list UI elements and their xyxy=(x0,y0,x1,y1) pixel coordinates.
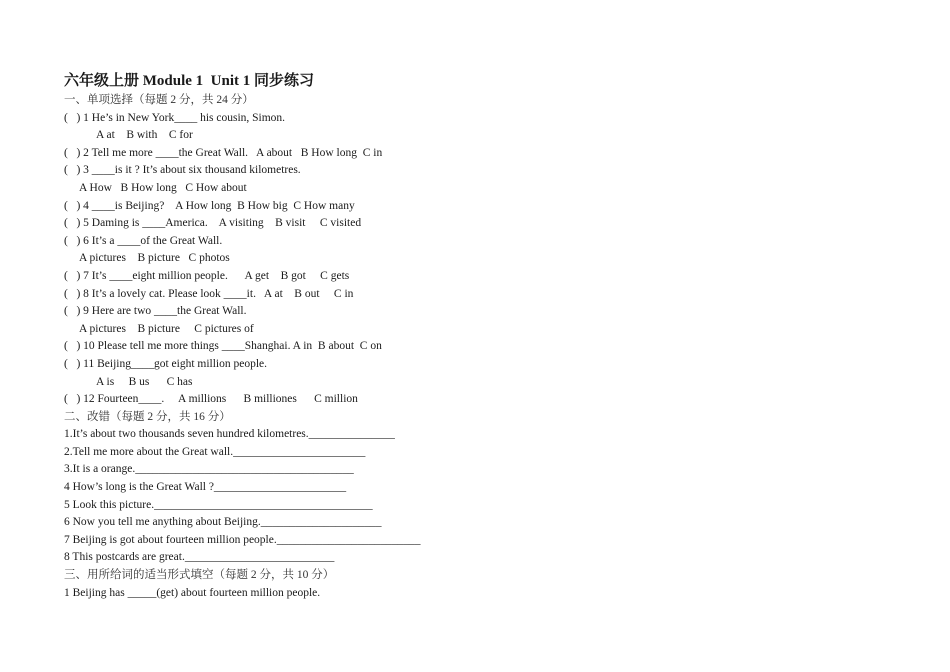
question-11-options: A is B us C has xyxy=(96,375,193,388)
question-7: ( ) 7 It’s ____eight million people. A get B got C gets xyxy=(64,269,350,282)
question-8: ( ) 8 It’s a lovely cat. Please look ____it. A at B out C in xyxy=(64,287,354,300)
question-5: ( ) 5 Daming is ____America. A visiting B visit C visited xyxy=(64,217,362,230)
correction-item: 8 This postcards are great.__________________________ xyxy=(64,551,335,564)
question-6: ( ) 6 It’s a ____of the Great Wall. xyxy=(64,234,223,247)
question-2: ( ) 2 Tell me more ____the Great Wall. A about B How long C in xyxy=(64,146,383,159)
correction-item: 2.Tell me more about the Great wall._______________________ xyxy=(64,445,366,458)
page-title: 六年级上册 Module 1 Unit 1 同步练习 xyxy=(64,73,315,89)
question-9: ( ) 9 Here are two ____the Great Wall. xyxy=(64,305,247,318)
fill-in-item: 1 Beijing has _____(get) about fourteen million people. xyxy=(64,586,321,599)
section-error-correction xyxy=(64,409,884,567)
correction-item: 7 Beijing is got about fourteen million people._________________________ xyxy=(64,533,421,546)
question-1-options: A at B with C for xyxy=(96,129,193,142)
section-heading: 三、用所给词的适当形式填空（每题 2 分，共 10 分） xyxy=(64,569,335,582)
question-6-options: A pictures B picture C photos xyxy=(79,252,230,265)
worksheet-page xyxy=(64,70,884,602)
question-4: ( ) 4 ____is Beijing? A How long B How big C How many xyxy=(64,199,355,212)
correction-item: 5 Look this picture.______________________________________ xyxy=(64,498,373,511)
question-3-options: A How B How long C How about xyxy=(79,181,247,194)
correction-item: 6 Now you tell me anything about Beijing._____________________ xyxy=(64,516,382,529)
section-multiple-choice xyxy=(64,92,884,409)
correction-item: 4 How’s long is the Great Wall ?_______________________ xyxy=(64,481,347,494)
question-10: ( ) 10 Please tell me more things ____Shanghai. A in B about C on xyxy=(64,340,382,353)
section-heading: 一、单项选择（每题 2 分，共 24 分） xyxy=(64,94,254,106)
question-9-options: A pictures B picture C pictures of xyxy=(79,322,254,335)
section-heading: 二、改错（每题 2 分，共 16 分） xyxy=(64,410,231,423)
section-fill-in xyxy=(64,567,884,602)
question-1: ( ) 1 He’s in New York____ his cousin, Simon. xyxy=(64,111,286,124)
question-11: ( ) 11 Beijing____got eight million people. xyxy=(64,357,268,370)
question-12: ( ) 12 Fourteen____. A millions B milliones C million xyxy=(64,393,358,406)
correction-item: 1.It’s about two thousands seven hundred kilometres._______________ xyxy=(64,428,395,441)
question-3: ( ) 3 ____is it ? It’s about six thousand kilometres. xyxy=(64,164,301,177)
correction-item: 3.It is a orange.______________________________________ xyxy=(64,463,354,476)
